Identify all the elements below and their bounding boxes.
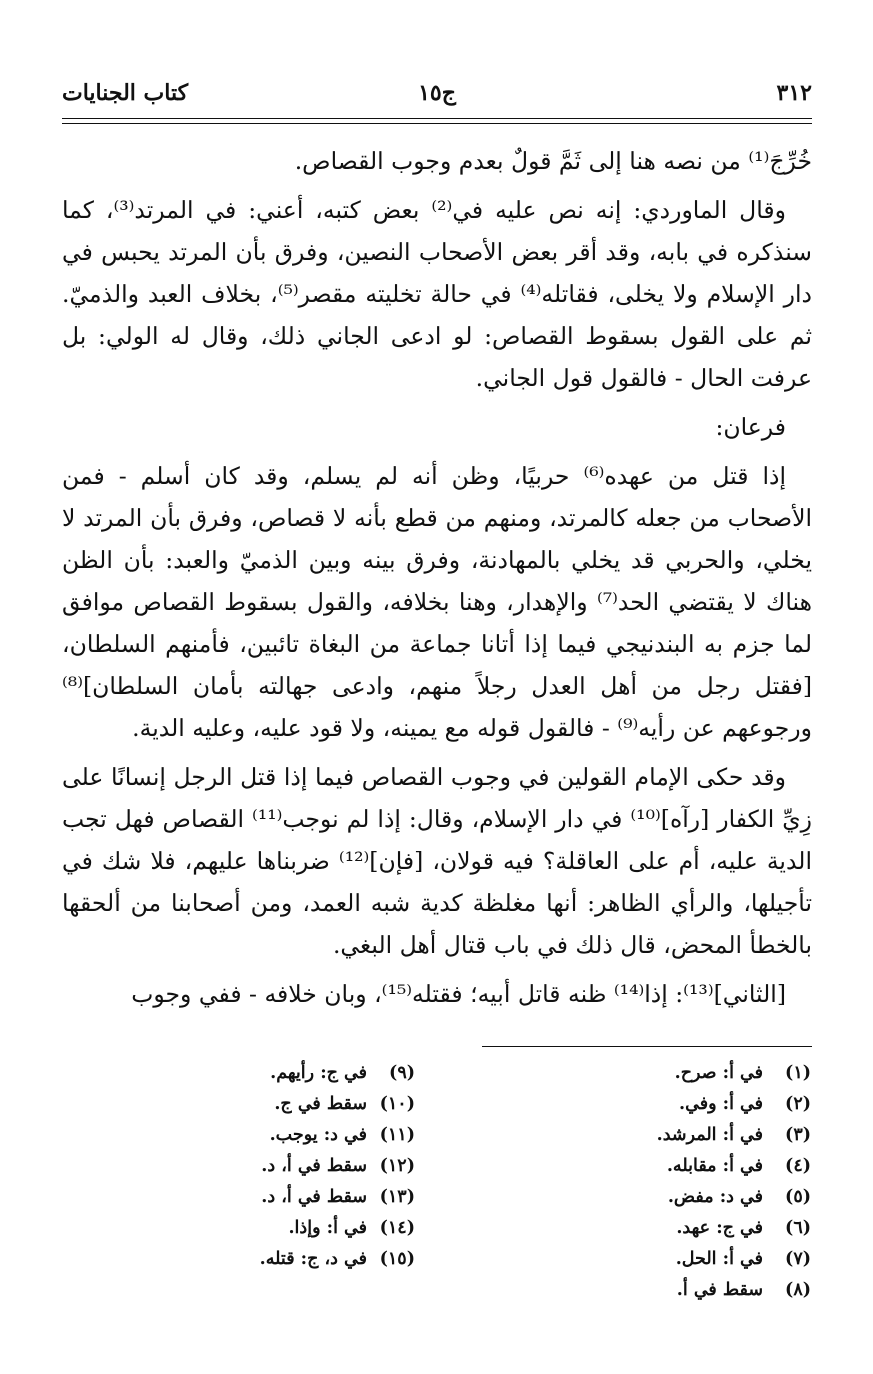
footnote: (١٣)سقط في أ، د. — [261, 1187, 415, 1207]
footnote: (٦)في ج: عهد. — [676, 1218, 811, 1238]
paragraph-2: وقال الماوردي: إنه نص عليه في⁽²⁾ بعض كتبه، أعني: في المرتد⁽³⁾، كما سنذكره في بابه، وقد أقر بعض الأصحاب النصين، وفرق بأن المرتد يحبس في دار الإسلام ولا يخلى، فقاتله⁽⁴⁾ في حالة تخليته مقصر⁽⁵⁾، بخلاف العبد والذميّ. ثم على القول بسقوط القصاص: لو ادعى الجاني ذلك، وقال له الولي: بل عرفت الحال - فالقول قول الجاني. — [62, 196, 812, 392]
header-rule-bottom — [62, 123, 812, 124]
footnote: (٥)في د: مفض. — [667, 1187, 811, 1207]
footnote: (٤)في أ: مقابله. — [666, 1156, 811, 1176]
paragraph-4: وقد حكى الإمام القولين في وجوب القصاص فيما إذا قتل الرجل إنسانًا على زِيِّ الكفار [رآه]⁽¹⁰⁾ في دار الإسلام، وقال: إذا لم نوجب⁽¹¹⁾ القصاص فهل تجب الدية عليه، أم على العاقلة؟ فيه قولان، [فإن]⁽¹²⁾ ضربناها عليهم، فلا شك في تأجيلها، والرأي الظاهر: أنها مغلظة كدية شبه العمد، ومن أصحابنا من ألحقها بالخطأ المحض، قال ذلك في باب قتال أهل البغي. — [62, 763, 813, 959]
book-title: كتاب الجنايات — [62, 80, 189, 106]
footnote: (٨)سقط في أ. — [676, 1280, 811, 1300]
footnotes-right-column — [511, 1058, 811, 1306]
volume-number: ج١٥ — [418, 80, 456, 106]
paragraph-1: خُرِّجَ⁽¹⁾ من نصه هنا إلى ثَمَّ قولٌ بعدم وجوب القصاص. — [294, 147, 812, 175]
footnote: (١١)في د: يوجب. — [269, 1125, 415, 1145]
paragraph-5: [الثاني]⁽¹³⁾: إذا⁽¹⁴⁾ ظنه قاتل أبيه؛ فقتله⁽¹⁵⁾، وبان خلافه - ففي وجوب — [131, 980, 786, 1008]
header-rule-top — [62, 118, 812, 119]
footnote: (٧)في أ: الحل. — [675, 1249, 811, 1269]
running-header — [62, 80, 812, 114]
footnote-separator — [482, 1046, 812, 1047]
paragraph-3: إذا قتل من عهده⁽⁶⁾ حربيًا، وظن أنه لم يسلم، وقد كان أسلم - فمن الأصحاب من جعله كالمرتد، ومنهم من قطع بأنه لا قصاص، وفرق بأن المرتد لا يخلي، والحربي قد يخلي بالمهادنة، وفرق بينه وبين الذميّ والعبد: بأن الظن هناك لا يقتضي الحد⁽⁷⁾ والإهدار، وهنا بخلافه، والقول بسقوط القصاص موافق لما جزم به البندنيجي فيما إذا أتانا جماعة من البغاة تائبين، فأمنهم السلطان، [فقتل رجل من أهل العدل رجلاً منهم، وادعى جهالته بأمان السلطان]⁽⁸⁾ ورجوعهم عن رأيه⁽⁹⁾ - فالقول قوله مع يمينه، ولا قود عليه، وعليه الدية. — [62, 462, 812, 742]
section-heading: فرعان: — [715, 413, 786, 441]
footnote: (٣)في أ: المرشد. — [656, 1125, 811, 1145]
main-text — [62, 140, 812, 1022]
page-number: ٣١٢ — [776, 80, 812, 106]
footnote: (١٥)في د، ج: قتله. — [259, 1249, 415, 1269]
footnote: (١٤)في أ: وإذا. — [288, 1218, 415, 1238]
footnote: (٢)في أ: وفي. — [679, 1094, 811, 1114]
footnote: (٩)في ج: رأيهم. — [270, 1063, 415, 1083]
footnote: (١٢)سقط في أ، د. — [261, 1156, 415, 1176]
footnotes-left-column — [115, 1058, 415, 1275]
footnote: (١)في أ: صرح. — [674, 1063, 811, 1083]
footnote: (١٠)سقط في ج. — [274, 1094, 415, 1114]
